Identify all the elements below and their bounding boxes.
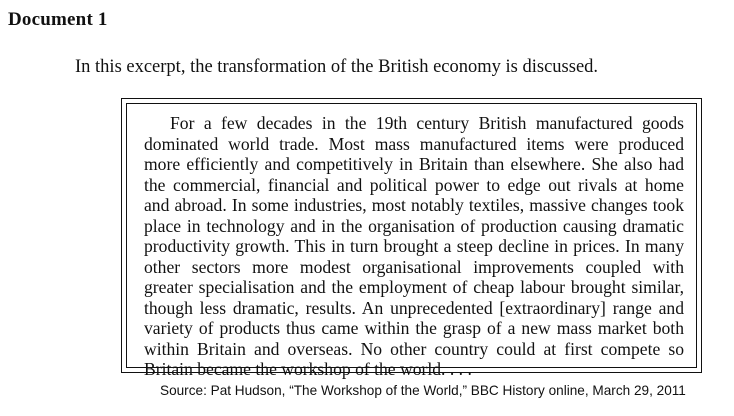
excerpt-line: though less dramatic, results. An unprecedented [extraordinary] range and bbox=[144, 297, 684, 318]
excerpt-line: productivity growth. This in turn brought a steep decline in prices. In many bbox=[144, 236, 684, 256]
excerpt-line: greater specialisation and the employment of cheap labour brought similar, bbox=[144, 277, 684, 297]
excerpt-line: dominated world trade. Most mass manufactured items were produced bbox=[144, 133, 684, 154]
excerpt-line: within Britain and overseas. No other country could at first compete so bbox=[144, 338, 684, 359]
document-heading: Document 1 bbox=[8, 9, 108, 30]
intro-text: In this excerpt, the transformation of the British economy is discussed. bbox=[75, 57, 599, 77]
excerpt-line: variety of products thus came within the grasp of a new mass market both bbox=[144, 318, 684, 338]
excerpt-text bbox=[144, 113, 684, 380]
excerpt-line: Britain became the workshop of the world. . . . bbox=[144, 359, 472, 379]
excerpt-line: more efficiently and competitively in Britain than elsewhere. She also had bbox=[144, 154, 684, 174]
source-citation: Source: Pat Hudson, “The Workshop of the World,” BBC History online, March 29, 2011 bbox=[160, 383, 686, 398]
excerpt-line: place in technology and in the organisation of production causing dramatic bbox=[144, 215, 684, 236]
excerpt-line: other sectors more modest organisational improvements coupled with bbox=[144, 256, 684, 277]
excerpt-line: the commercial, financial and political power to edge out rivals at home bbox=[144, 174, 684, 195]
excerpt-line: For a few decades in the 19th century British manufactured goods bbox=[170, 113, 684, 133]
excerpt-inner-border bbox=[126, 103, 697, 379]
excerpt-line: and abroad. In some industries, most notably textiles, massive changes took bbox=[144, 195, 684, 215]
excerpt-frame bbox=[121, 98, 702, 379]
